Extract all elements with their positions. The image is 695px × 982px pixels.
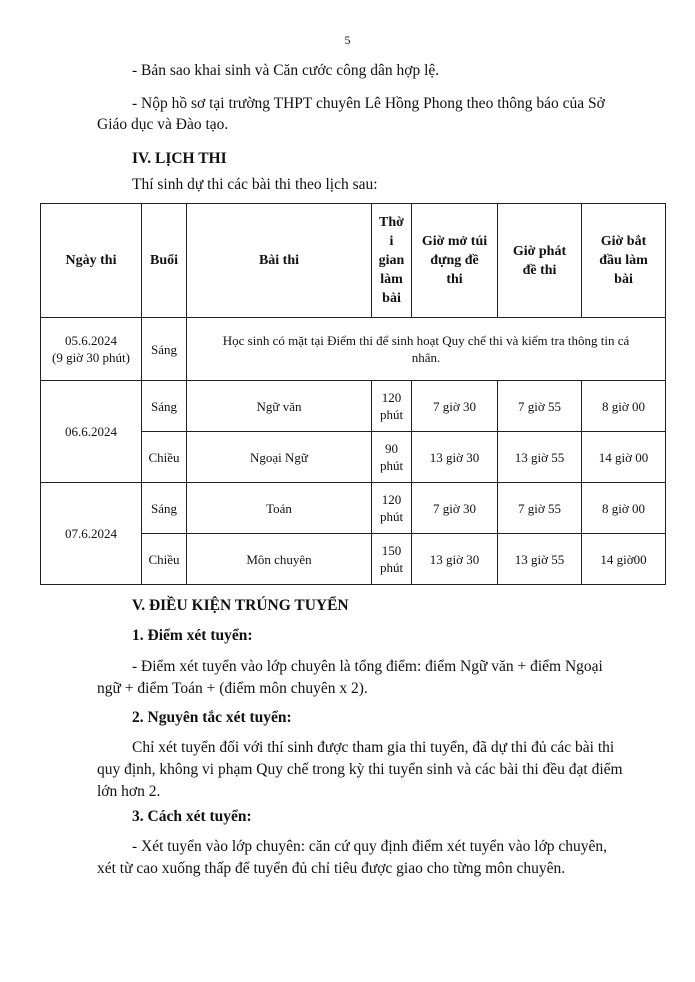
principle-text: Chỉ xét tuyển đối với thí sinh được tham gia thi tuyển, đã dự thi đủ các bài thi	[132, 739, 615, 756]
table-row	[41, 318, 666, 381]
header-distribute: Giờ phát đề thi	[498, 204, 582, 318]
section-title-schedule: IV. LỊCH THI	[132, 150, 227, 167]
header-exam: Bài thi	[187, 204, 372, 318]
section-title-admission: V. ĐIỀU KIỆN TRÚNG TUYỂN	[132, 597, 349, 614]
row-distribute-time: 13 giờ 55	[498, 432, 582, 483]
subsection-title-principle: 2. Nguyên tắc xét tuyển:	[132, 709, 292, 726]
row-date: 06.6.2024	[41, 381, 142, 483]
row-distribute-time: 7 giờ 55	[498, 483, 582, 534]
row-open-time: 7 giờ 30	[412, 483, 498, 534]
row-exam: Môn chuyên	[187, 534, 372, 585]
principle-text-cont2: lớn hơn 2.	[97, 783, 161, 800]
exam-schedule-table	[40, 203, 666, 585]
bullet-submit-docs-cont: Giáo dục và Đào tạo.	[97, 116, 229, 133]
row-exam: Ngữ văn	[187, 381, 372, 432]
subsection-title-method: 3. Cách xét tuyển:	[132, 808, 252, 825]
method-text-cont: xét từ cao xuống thấp để tuyển đủ chỉ tiêu được giao cho từng môn chuyên.	[97, 860, 566, 877]
row-open-time: 7 giờ 30	[412, 381, 498, 432]
row-duration: 120 phút	[372, 483, 412, 534]
row-duration: 90 phút	[372, 432, 412, 483]
row-start-time: 8 giờ 00	[582, 483, 666, 534]
header-session: Buổi	[142, 204, 187, 318]
row-session: Sáng	[142, 318, 187, 381]
row-duration: 120 phút	[372, 381, 412, 432]
principle-text-cont: quy định, không vi phạm Quy chế trong kỳ thi tuyển sinh và các bài thi đều đạt điểm	[97, 761, 623, 778]
row-date: 07.6.2024	[41, 483, 142, 585]
table-row	[41, 483, 666, 534]
bullet-submit-docs: - Nộp hồ sơ tại trường THPT chuyên Lê Hồng Phong theo thông báo của Sở	[132, 95, 605, 112]
row-duration: 150 phút	[372, 534, 412, 585]
method-text: - Xét tuyển vào lớp chuyên: căn cứ quy định điểm xét tuyển vào lớp chuyên,	[132, 838, 608, 855]
table-header-row	[41, 204, 666, 318]
header-duration: Thờ i gian làm bài	[372, 204, 412, 318]
row-date: 05.6.2024 (9 giờ 30 phút)	[41, 318, 142, 381]
table-row	[41, 381, 666, 432]
score-text-cont: ngữ + điểm Toán + (điểm môn chuyên x 2).	[97, 680, 368, 697]
score-text: - Điểm xét tuyển vào lớp chuyên là tổng điểm: điểm Ngữ văn + điểm Ngoại	[132, 658, 603, 675]
row-notice: Học sinh có mặt tại Điểm thi để sinh hoạt Quy chế thi và kiểm tra thông tin cá nhân.	[187, 318, 666, 381]
row-exam: Toán	[187, 483, 372, 534]
header-date: Ngày thi	[41, 204, 142, 318]
page-number: 5	[344, 33, 351, 47]
row-start-time: 8 giờ 00	[582, 381, 666, 432]
row-distribute-time: 13 giờ 55	[498, 534, 582, 585]
row-session: Chiều	[142, 432, 187, 483]
subsection-title-score: 1. Điểm xét tuyển:	[132, 627, 253, 644]
row-start-time: 14 giờ 00	[582, 432, 666, 483]
row-distribute-time: 7 giờ 55	[498, 381, 582, 432]
row-open-time: 13 giờ 30	[412, 534, 498, 585]
row-session: Sáng	[142, 483, 187, 534]
row-session: Chiều	[142, 534, 187, 585]
header-start: Giờ bắt đầu làm bài	[582, 204, 666, 318]
row-open-time: 13 giờ 30	[412, 432, 498, 483]
row-start-time: 14 giờ00	[582, 534, 666, 585]
row-session: Sáng	[142, 381, 187, 432]
schedule-intro: Thí sinh dự thi các bài thi theo lịch sau:	[132, 176, 378, 193]
row-exam: Ngoại Ngữ	[187, 432, 372, 483]
header-open-envelope: Giờ mở túi đựng đề thi	[412, 204, 498, 318]
bullet-birth-certificate: - Bản sao khai sinh và Căn cước công dân hợp lệ.	[132, 62, 440, 79]
